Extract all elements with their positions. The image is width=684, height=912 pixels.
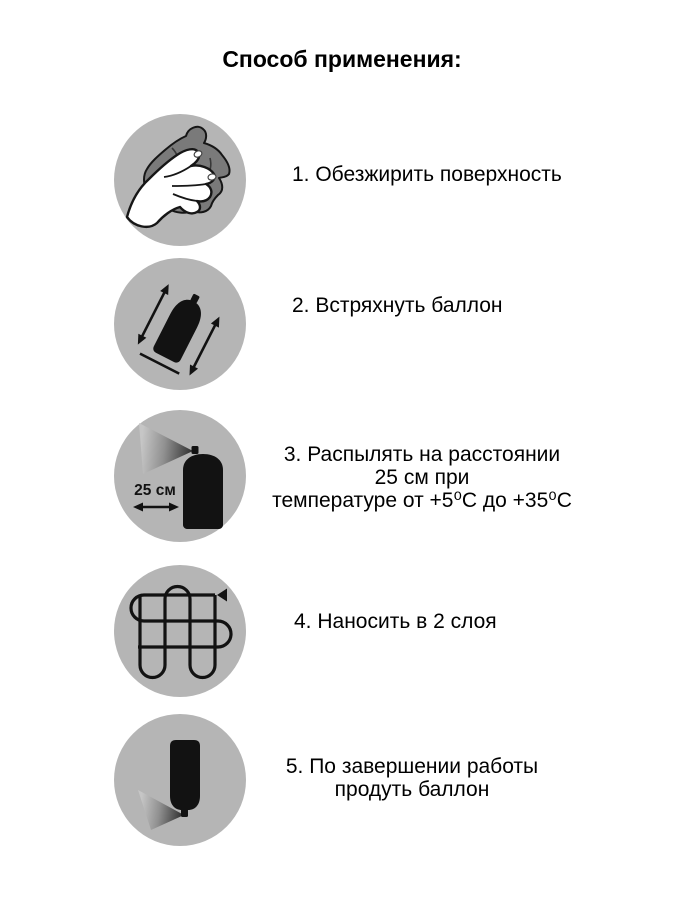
purge-can-icon [114,714,246,846]
step-5-line-1: 5. По завершении работы [285,755,539,778]
step-text-2: 2. Встряхнуть баллон [292,294,503,317]
step-5-line-2: продуть баллон [334,778,490,801]
spray-can [183,454,223,529]
icon-circle [114,410,246,542]
spray-can-inverted [170,740,200,810]
icon-circle [114,565,246,697]
step-text-1: 1. Обезжирить поверхность [292,163,562,186]
can-nozzle [192,446,199,454]
step-3-line-1: 3. Распылять на расстоянии [283,443,561,466]
page-title: Способ применения: [222,46,462,72]
step-text-3 [272,443,572,512]
step-text-4: 4. Наносить в 2 слоя [294,610,497,633]
step-3-line-2: 25 см при [374,466,470,489]
shake-can-icon [114,258,246,390]
spray-distance-icon [114,410,246,542]
distance-label: 25 см [134,482,176,499]
crosshatch-icon [114,565,246,697]
step-text-5 [272,755,552,801]
can-nozzle [181,809,188,817]
step-3-line-3: температуре от +5⁰С до +35⁰С [272,489,572,512]
hand-wipe-icon [114,114,246,246]
